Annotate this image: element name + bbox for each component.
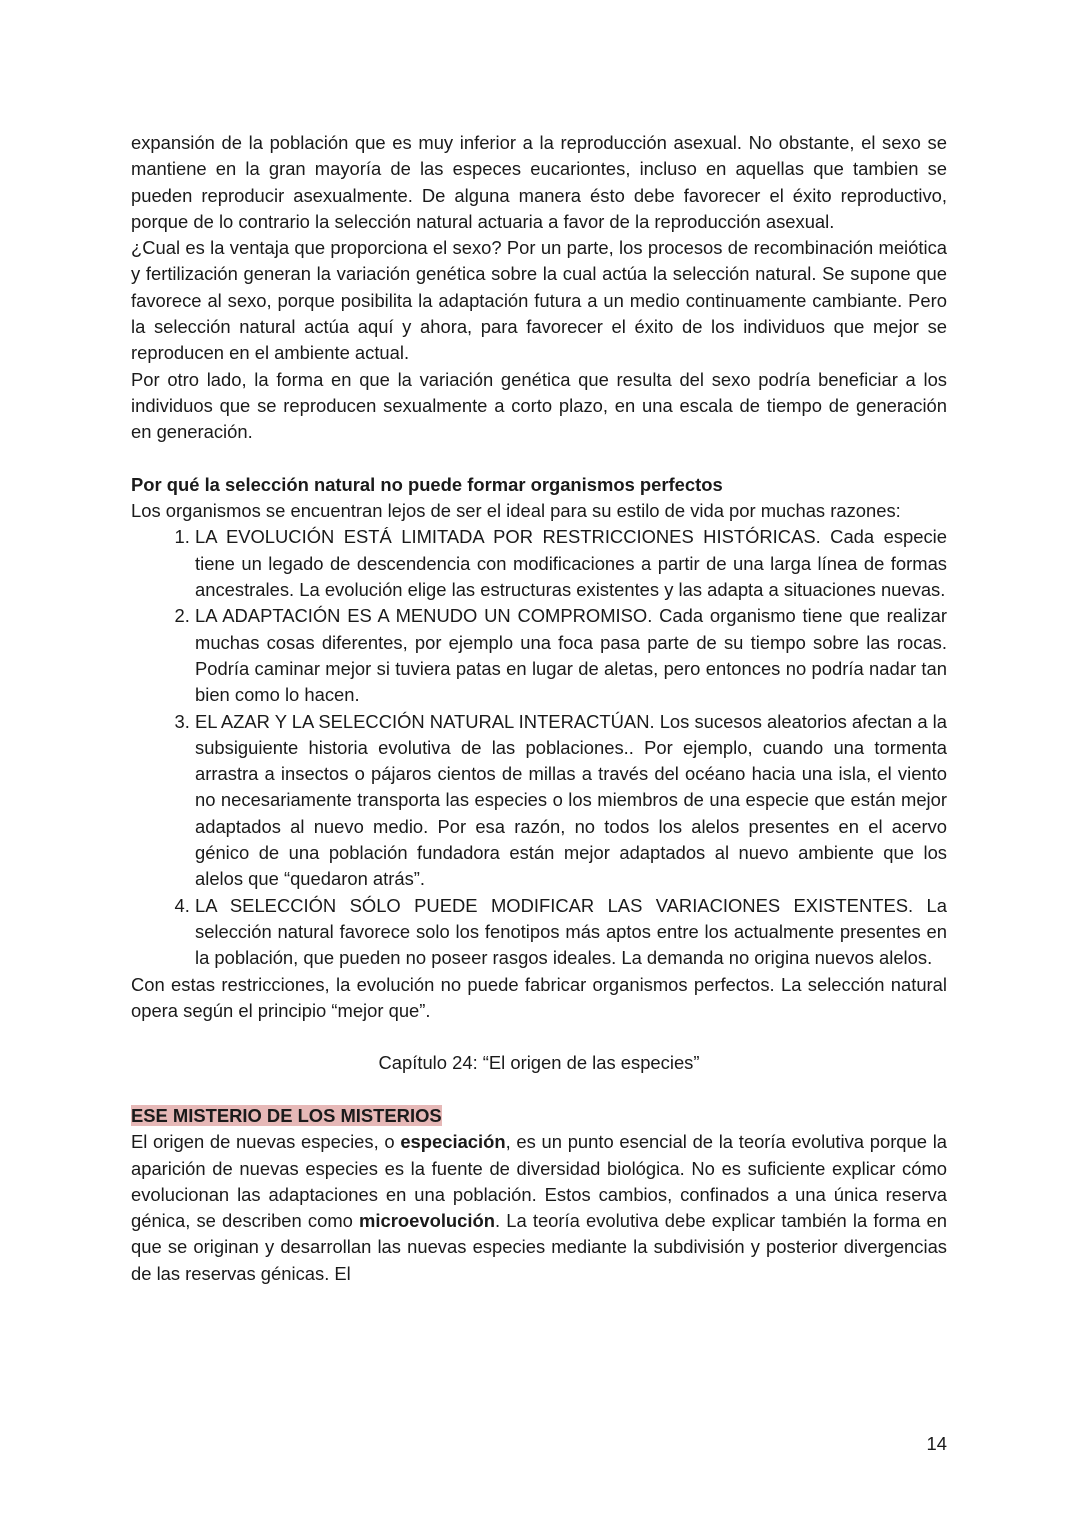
text: . La teoría evolutiva debe explicar también la forma en que se originan y desarrollan las nuevas especies mediante la subdivisión y posterior divergencias de las reservas génicas. El bbox=[131, 1210, 947, 1284]
page-number: 14 bbox=[926, 1433, 947, 1454]
bold-term: especiación bbox=[400, 1131, 506, 1153]
text: El origen de nuevas especies, o bbox=[131, 1131, 401, 1153]
list-item: 4. LA SELECCIÓN SÓLO PUEDE MODIFICAR LAS VARIACIONES EXISTENTES. La selección natural favorece solo los fenotipos más aptos entre los actualmente presentes en la población, que pueden no poseer rasgos ideales. La demanda no origina nuevos alelos. bbox=[195, 893, 947, 972]
paragraph: Por otro lado, la forma en que la variación genética que resulta del sexo podría beneficiar a los individuos que se reproducen sexualmente a corto plazo, en una escala de tiempo de generación en generación. bbox=[131, 368, 947, 443]
bold-term: microevolución bbox=[359, 1210, 495, 1232]
paragraph bbox=[131, 1129, 947, 1287]
highlighted-heading: ESE MISTERIO DE LOS MISTERIOS bbox=[131, 1104, 442, 1126]
section-heading: Por qué la selección natural no puede formar organismos perfectos bbox=[131, 473, 723, 495]
list-item: 2. LA ADAPTACIÓN ES A MENUDO UN COMPROMISO. Cada organismo tiene que realizar muchas cosas diferentes, por ejemplo una foca pasa parte de su tiempo sobre las rocas. Podría caminar mejor si tuviera patas en lugar de aletas, pero entonces no podría nadar tan bien como lo hacen. bbox=[195, 603, 947, 708]
document-page bbox=[131, 130, 947, 1287]
paragraph: expansión de la población que es muy inferior a la reproducción asexual. No obstante, el sexo se mantiene en la gran mayoría de las especes eucariontes, incluso en aquellas que tambien se pueden reproducir asexualmente. De alguna manera ésto debe favorecer el éxito reproductivo, porque de lo contrario la selección natural actuaria a favor de la reproducción asexual. bbox=[131, 132, 947, 232]
text: , es un punto esencial de la teoría evolutiva porque la aparición de nuevas especies es la fuente de diversidad biológica. No es suficiente explicar cómo evolucionan las adaptaciones en una población. Estos cambios, confinados a una única reserva génica, se describen como bbox=[131, 1131, 948, 1232]
paragraph: Los organismos se encuentran lejos de ser el ideal para su estilo de vida por muchas razones: bbox=[131, 500, 901, 522]
chapter-title: Capítulo 24: “El origen de las especies” bbox=[378, 1052, 700, 1074]
paragraph: ¿Cual es la ventaja que proporciona el sexo? Por un parte, los procesos de recombinación meiótica y fertilización generan la variación genética sobre la cual actúa la selección natural. Se supone que favorece al sexo, porque posibilita la adaptación futura a un medio continuamente cambiante. Pero la selección natural actúa aquí y ahora, para favorecer el éxito de los individuos que mejor se reproducen en el ambiente actual. bbox=[131, 237, 947, 364]
list-item: 1. LA EVOLUCIÓN ESTÁ LIMITADA POR RESTRICCIONES HISTÓRICAS. Cada especie tiene un legado de descendencia con modificaciones a partir de una larga línea de formas ancestrales. La evolución elige las estructuras existentes y las adapta a situaciones nuevas. bbox=[195, 524, 947, 603]
paragraph: Con estas restricciones, la evolución no puede fabricar organismos perfectos. La selección natural opera según el principio “mejor que”. bbox=[131, 973, 947, 1021]
list-item: 3. EL AZAR Y LA SELECCIÓN NATURAL INTERACTÚAN. Los sucesos aleatorios afectan a la subsiguiente historia evolutiva de las poblaciones.. Por ejemplo, cuando una tormenta arrastra a insectos o pájaros cientos de millas a través del océano hacia una isla, el viento no necesariamente transporta las especies o los miembros de una especie que están mejor adaptados al nuevo medio. Por esa razón, no todos los alelos presentes en el acervo génico de una población fundadora están mejor adaptados al nuevo ambiente que los alelos que “quedaron atrás”. bbox=[195, 709, 947, 893]
numbered-list bbox=[131, 524, 947, 971]
